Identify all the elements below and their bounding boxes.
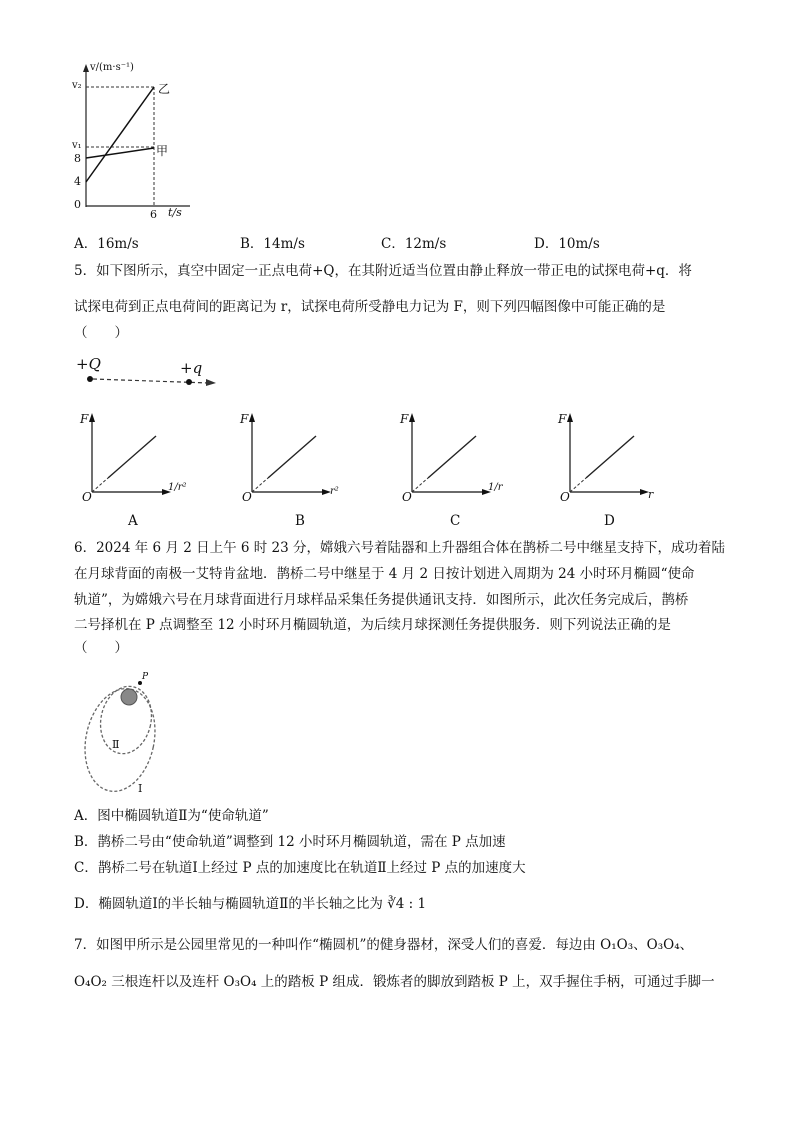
q5-stem-line2: 试探电荷到正点电荷间的距离记为 r，试探电荷所受静电力记为 F，则下列四幅图像中可能正确的是	[74, 299, 666, 315]
q6-stem-line2: 在月球背面的南极一艾特肯盆地．鹊桥二号中继星于 4 月 2 日按计划进入周期为 24 小时环月椭圆“使命	[74, 566, 695, 582]
q6-stem-line5: （ ）	[74, 640, 128, 656]
q6-stem-line4: 二号择机在 P 点调整至 12 小时环月椭圆轨道，为后续月球探测任务提供服务．则下列说法正确的是	[74, 617, 671, 633]
q6-label-II: Ⅱ	[112, 738, 120, 751]
q7-stem-line2: O₄O₂ 三根连杆以及连杆 O₃O₄ 上的踏板 P 组成．锻炼者的脚放到踏板 P 上，双手握住手柄，可通过手脚一	[74, 974, 715, 990]
q5-charge-figure	[74, 355, 224, 395]
q4-y-arrow	[83, 64, 89, 72]
q6-option-b[interactable]: B．鹊桥二号由“使命轨道”调整到 12 小时环月椭圆轨道，需在 P 点加速	[74, 834, 506, 850]
q6-label-I: Ⅰ	[138, 782, 143, 795]
q4-x-label: t/s	[168, 206, 182, 219]
q4-tick-v1: v₁	[72, 140, 82, 151]
q6-option-a[interactable]: A．图中椭圆轨道Ⅱ为“使命轨道”	[74, 808, 269, 824]
q5-graph-b-xlabel: r²	[330, 486, 339, 497]
q4-option-c[interactable]: C．12m/s	[381, 236, 447, 252]
q4-label-yi: 乙	[158, 82, 171, 96]
q5-graph-c-xlabel: 1/r	[488, 482, 503, 493]
q5-stem-line1: 5．如下图所示，真空中固定一正点电荷+Q，在其附近适当位置由静止释放一带正电的试探电荷+q．将	[74, 263, 692, 279]
q5-graph-d-xlabel: r	[648, 488, 654, 501]
q4-option-d[interactable]: D．10m/s	[534, 236, 600, 252]
q4-vt-graph-svg	[70, 60, 210, 225]
q6-stem-line1: 6．2024 年 6 月 2 日上午 6 时 23 分，嫦娥六号着陆器和上升器组合体在鹊桥二号中继星支持下，成功着陆	[74, 540, 726, 556]
q5-graph-a-xlabel: 1/r²	[168, 482, 187, 493]
q4-y-label: v/(m·s⁻¹)	[90, 62, 134, 73]
q5-graph-c-ylabel: F	[400, 412, 409, 426]
q5-charge-q-dot	[186, 379, 192, 385]
q5-graph-b-origin: O	[242, 490, 252, 504]
q5-graph-d-letter[interactable]: D	[604, 513, 615, 529]
q6-moon	[121, 689, 137, 705]
q6-option-d[interactable]: D．椭圆轨道Ⅰ的半长轴与椭圆轨道Ⅱ的半长轴之比为 ∛4 : 1	[74, 896, 427, 912]
q5-stem-line3: （ ）	[74, 325, 128, 341]
q4-line-jia	[86, 148, 154, 158]
q5-label-q: +q	[180, 359, 203, 377]
q5-graph-c[interactable]	[400, 410, 510, 505]
q6-label-P: P	[142, 672, 149, 682]
q4-line-yi	[86, 87, 154, 182]
q4-tick-4: 4	[74, 175, 81, 188]
q4-vt-graph	[70, 60, 210, 225]
q4-tick-6: 6	[150, 208, 157, 221]
q4-tick-v2: v₂	[72, 80, 82, 91]
q6-stem-line3: 轨道”，为嫦娥六号在月球背面进行月球样品采集任务提供通讯支持．如图所示，此次任务完成后，鹊桥	[74, 592, 689, 608]
q5-graph-a-origin: O	[82, 490, 92, 504]
q6-orbit-I	[76, 682, 164, 797]
q4-option-b[interactable]: B．14m/s	[240, 236, 305, 252]
q6-option-c[interactable]: C．鹊桥二号在轨道Ⅰ上经过 P 点的加速度比在轨道Ⅱ上经过 P 点的加速度大	[74, 860, 526, 876]
q5-graph-d-origin: O	[560, 490, 570, 504]
q5-graph-b-letter[interactable]: B	[295, 513, 305, 529]
q5-label-Q: +Q	[76, 355, 101, 373]
q5-graph-a[interactable]	[80, 410, 190, 505]
q5-direction-arrow	[206, 379, 216, 386]
q4-option-a[interactable]: A．16m/s	[74, 236, 139, 252]
q6-orbit-svg	[74, 672, 174, 797]
q7-stem-line1: 7．如图甲所示是公园里常见的一种叫作“椭圆机”的健身器材，深受人们的喜爱．每边由 O₁O₃、O₃O₄、	[74, 937, 694, 953]
q4-label-jia: 甲	[156, 144, 169, 158]
q4-tick-8: 8	[74, 152, 81, 165]
q6-orbit-figure	[74, 672, 174, 797]
q5-charge-Q-dot	[87, 376, 93, 382]
q5-graph-b[interactable]	[240, 410, 350, 505]
q5-graph-c-letter[interactable]: C	[450, 513, 461, 529]
q5-graph-c-origin: O	[402, 490, 412, 504]
q4-tick-0: 0	[74, 198, 81, 211]
q5-graph-d-ylabel: F	[558, 412, 567, 426]
q5-graph-d[interactable]	[558, 410, 668, 505]
q5-graph-a-ylabel: F	[80, 412, 89, 426]
q5-graph-a-letter[interactable]: A	[128, 513, 138, 529]
q5-graph-b-ylabel: F	[240, 412, 249, 426]
